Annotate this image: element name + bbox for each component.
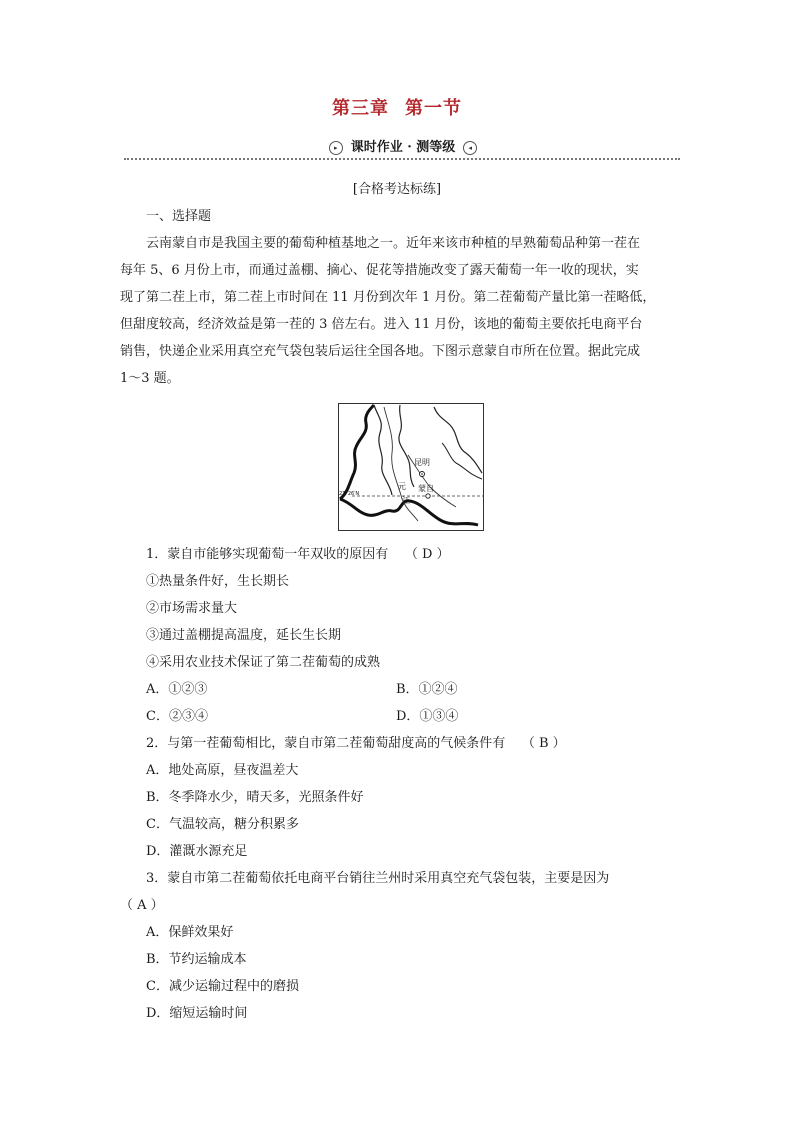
question-2-stem (120, 730, 680, 757)
statement-item: ③通过盖棚提高温度，延长生长期 (146, 628, 342, 643)
option-a: A．地处高原，昼夜温差大 (146, 763, 299, 778)
subtitle-text: 课时作业 · 测等级 (350, 140, 456, 155)
section-number-label: 第一节 (405, 98, 462, 119)
option-a: A．①②③ (146, 682, 208, 697)
mengzi-label: 蒙自 (418, 484, 434, 493)
option-c: C．②③④ (146, 709, 208, 724)
play-left-icon: ◂ (463, 141, 477, 155)
passage-line: 云南蒙自市是我国主要的葡萄种植基地之一。近年来该市种植的早熟葡萄品种第一茬在 (146, 236, 641, 251)
passage-line: 每年 5、6 月份上市，而通过盖棚、摘心、促花等措施改变了露天葡萄一年一收的现状，实 (120, 263, 639, 278)
question-3-stem: 3．蒙自市第二茬葡萄依托电商平台销往兰州时采用真空充气袋包装，主要是因为 (146, 871, 610, 886)
question-1-stem (120, 541, 680, 568)
statement-item: ②市场需求量大 (146, 601, 238, 616)
question-3-answer: （ A ） (120, 898, 164, 913)
option-d: D．缩短运输时间 (146, 1006, 248, 1021)
option-row (120, 676, 680, 703)
question-1-answer: （ D ） (404, 547, 450, 562)
option-b: B．节约运输成本 (146, 952, 247, 967)
part-label: 一、选择题 (146, 209, 212, 224)
option-c: C．减少运输过程中的磨损 (146, 979, 299, 994)
passage-line: 但甜度较高，经济效益是第一茬的 3 倍左右。进入 11 月份，该地的葡萄主要依托电商平台 (120, 317, 643, 332)
question-block (120, 541, 680, 1027)
option-d: D．①③④ (396, 709, 459, 724)
passage-block (120, 203, 680, 392)
play-right-icon: ▸ (329, 141, 343, 155)
mengzi-marker (426, 494, 430, 498)
section-label: [合格考达标练] (352, 182, 442, 197)
option-c: C．气温较高，糖分积累多 (146, 817, 299, 832)
location-map (338, 403, 484, 531)
option-b: B．①②④ (396, 682, 458, 697)
option-b: B．冬季降水少，晴天多，光照条件好 (146, 790, 364, 805)
option-d: D．灌溉水源充足 (146, 844, 248, 859)
statement-item: ④采用农业技术保证了第二茬葡萄的成熟 (146, 655, 381, 670)
passage-line: 销售，快递企业采用真空充气袋包装后运往全国各地。下图示意蒙自市所在位置。据此完成 (120, 344, 641, 359)
question-2-text: 2．与第一茬葡萄相比，蒙自市第二茬葡萄甜度高的气候条件有 (146, 736, 506, 751)
river-label-1: 元 (398, 482, 406, 491)
river-label-2: 江 (402, 496, 410, 505)
latitude-label: 23°26′N (339, 491, 360, 497)
passage-line: 1～3 题。 (120, 371, 180, 386)
dotted-divider (124, 158, 680, 160)
question-2-answer: （ B ） (521, 736, 566, 751)
passage-line: 现了第二茬上市，第二茬上市时间在 11 月份到次年 1 月份。第二茬葡萄产量比第一茬略低， (120, 290, 656, 305)
option-row (120, 703, 680, 730)
subtitle-banner (124, 138, 680, 162)
question-1-text: 1．蒙自市能够实现葡萄一年双收的原因有 (146, 547, 389, 562)
subtitle-box (312, 138, 494, 158)
page-title (0, 94, 794, 120)
option-a: A．保鲜效果好 (146, 925, 234, 940)
chapter-label: 第三章 (332, 98, 389, 119)
kunming-label: 昆明 (414, 458, 430, 467)
statement-item: ①热量条件好，生长期长 (146, 574, 290, 589)
